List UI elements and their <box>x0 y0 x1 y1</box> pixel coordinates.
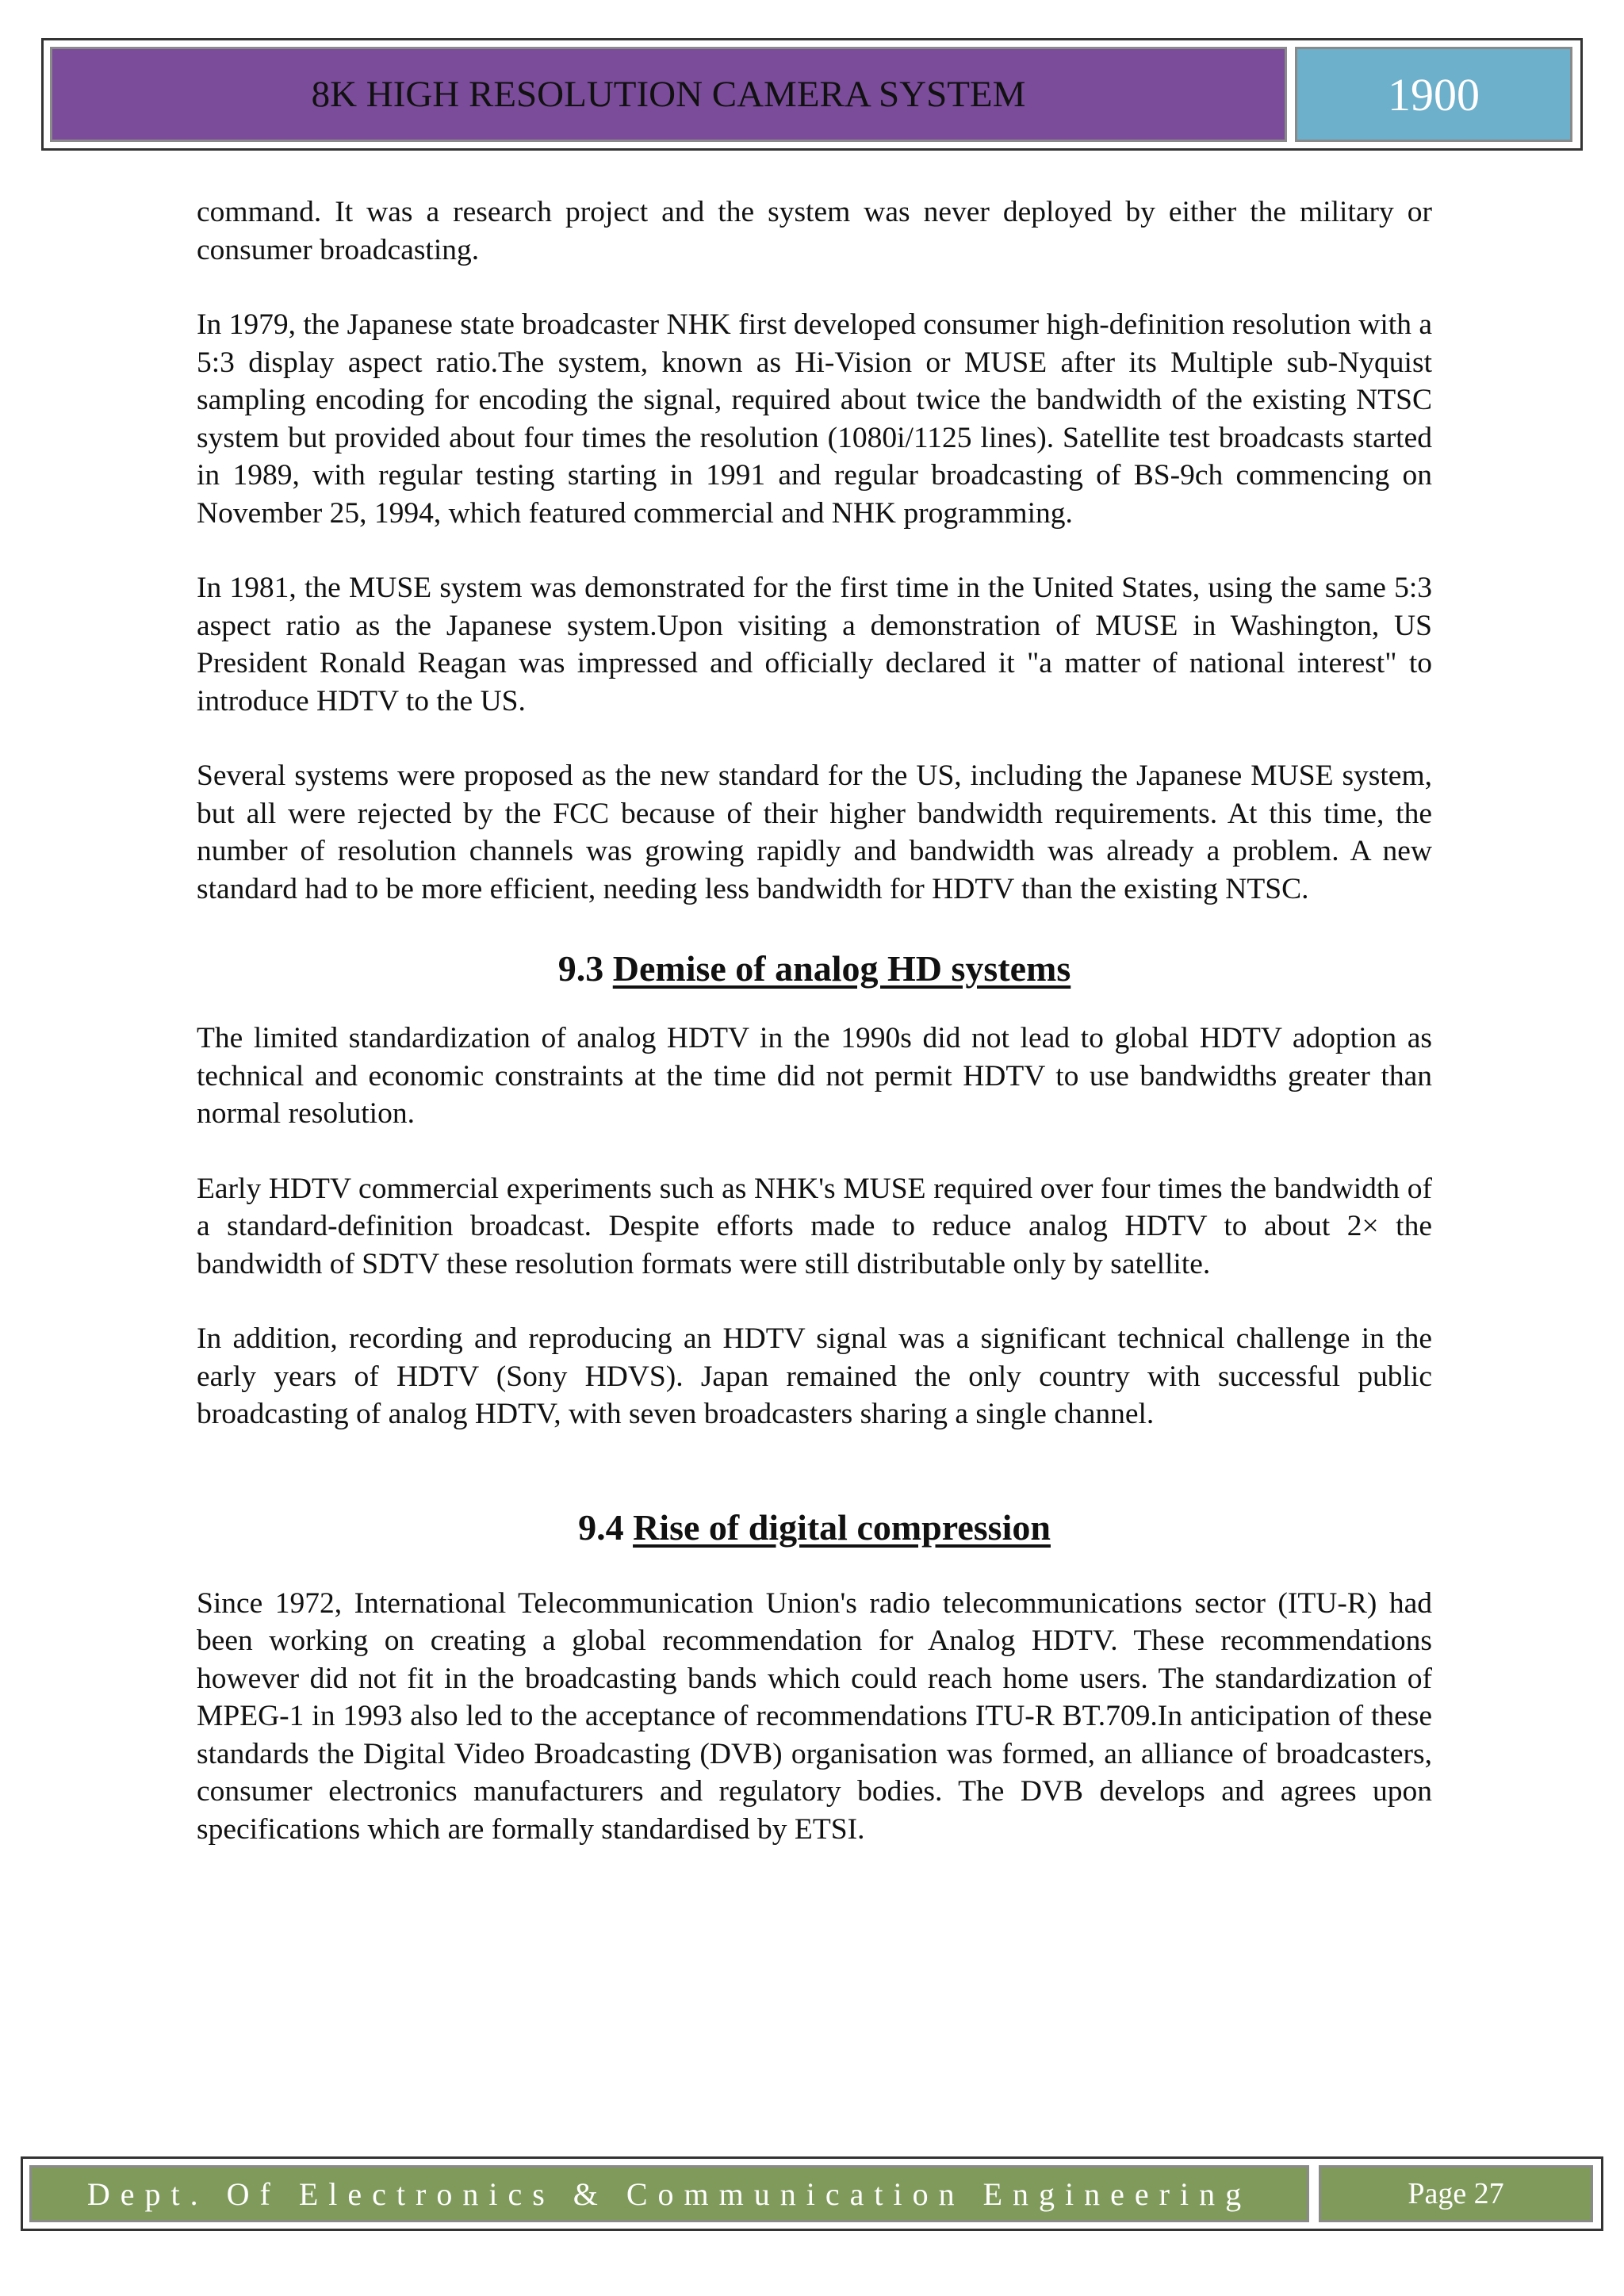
header-year-box <box>1295 47 1572 142</box>
paragraph: Several systems were proposed as the new standard for the US, including the Japanese MUSE system, but all were rejected by the FCC because of their higher bandwidth requirements. At this time, the number of resolution channels was growing rapidly and bandwidth was already a problem. A new standard had to be more efficient, needing less bandwidth for HDTV than the existing NTSC. <box>197 760 1432 905</box>
section-heading-9-4 <box>197 1506 1432 1548</box>
paragraph: command. It was a research project and the system was never deployed by either the military or consumer broadcasting. <box>197 196 1432 266</box>
section-number: 9.3 <box>557 948 604 989</box>
paragraph: Since 1972, International Telecommunication Union's radio telecommunications sector (ITU-R) had been working on creating a global recommendation for Analog HDTV. These recommendations however did not fit in the broadcasting bands which could reach home users. The standardization of MPEG-1 in 1993 also led to the acceptance of recommendations ITU-R BT.709.In anticipation of these standards the Digital Video Broadcasting (DVB) organisation was formed, an alliance of broadcasters, consumer electronics manufacturers and regulatory bodies. The DVB develops and agrees upon specifications which are formally standardised by ETSI. <box>197 1586 1432 1846</box>
paragraph: Early HDTV commercial experiments such as NHK's MUSE required over four times the bandwidth of a standard-definition broadcast. Despite efforts made to reduce analog HDTV to about 2× the bandwidth of SDTV these resolution formats were still distributable only by satellite. <box>197 1172 1432 1280</box>
footer-department-box <box>29 2165 1309 2222</box>
paragraph: In 1981, the MUSE system was demonstrated for the first time in the United States, using the same 5:3 aspect ratio as the Japanese system.Upon visiting a demonstration of MUSE in Washington, US President Ronald Reagan was impressed and officially declared it "a matter of national interest" to introduce HDTV to the US. <box>197 572 1432 718</box>
section-heading-9-3 <box>197 947 1432 989</box>
page-content <box>197 193 1432 1885</box>
header-year: 1900 <box>1388 68 1480 121</box>
page-footer <box>21 2156 1603 2231</box>
page-header <box>41 38 1583 151</box>
section-title: Rise of digital compression <box>633 1506 1051 1548</box>
section-title: Demise of analog HD systems <box>612 948 1071 989</box>
section-number: 9.4 <box>578 1506 624 1548</box>
header-title-box <box>50 47 1287 142</box>
page-number: Page 27 <box>1408 2177 1504 2210</box>
footer-page-box <box>1319 2165 1593 2222</box>
paragraph: In 1979, the Japanese state broadcaster NHK first developed consumer high-definition resolution with a 5:3 display aspect ratio.The system, known as Hi-Vision or MUSE after its Multiple sub-Nyquist sampling encoding for encoding the signal, required about twice the bandwidth of the existing NTSC system but provided about four times the resolution (1080i/1125 lines). Satellite test broadcasts started in 1989, with regular testing starting in 1991 and regular broadcasting of BS-9ch commencing on November 25, 1994, which featured commercial and NHK programming. <box>197 308 1432 530</box>
footer-department: Dept. Of Electronics & Communication Engineering <box>86 2175 1252 2212</box>
document-title: 8K HIGH RESOLUTION CAMERA SYSTEM <box>311 74 1026 115</box>
paragraph: The limited standardization of analog HDTV in the 1990s did not lead to global HDTV adoption as technical and economic constraints at the time did not permit HDTV to use bandwidths greater than normal resolution. <box>197 1022 1432 1130</box>
paragraph: In addition, recording and reproducing an HDTV signal was a significant technical challenge in the early years of HDTV (Sony HDVS). Japan remained the only country with successful public broadcasting of analog HDTV, with seven broadcasters sharing a single channel. <box>197 1322 1432 1430</box>
